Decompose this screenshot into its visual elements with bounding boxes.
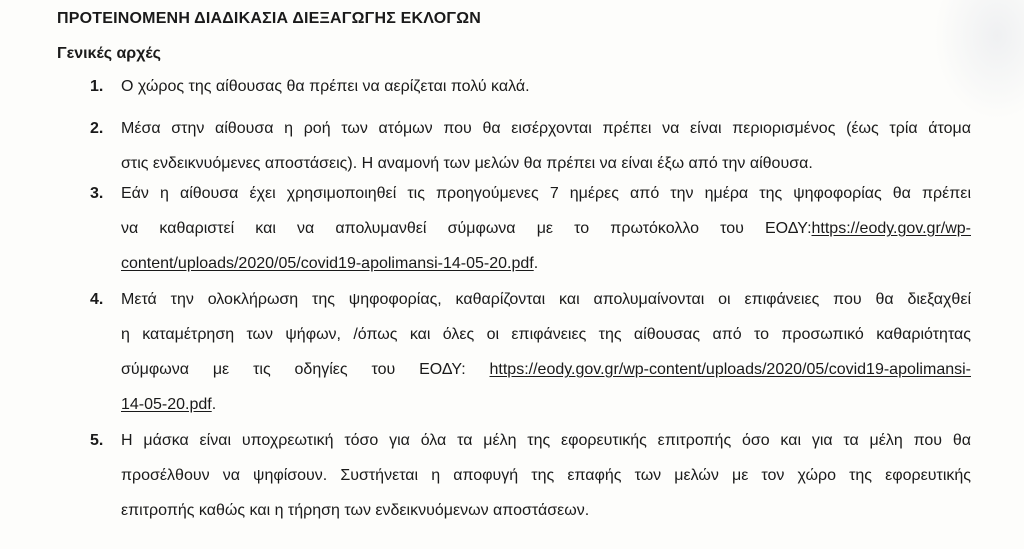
list-item-number: 1.: [90, 78, 104, 95]
list-item-line: στις ενδεικνυόμενες αποστάσεις). Η αναμονή των μελών θα πρέπει να είναι έξω από την αίθουσα.: [121, 155, 813, 172]
section-heading: Γενικές αρχές: [57, 45, 161, 62]
eody-guidelines-link[interactable]: https://eody.gov.gr/wp-content/uploads/2020/05/covid19-apolimansi-: [489, 361, 971, 378]
list-item-text: [121, 69, 971, 104]
eody-protocol-link-continued[interactable]: content/uploads/2020/05/covid19-apolimansi-14-05-20.pdf: [121, 255, 534, 272]
list-item-line: Μέσα στην αίθουσα η ροή των ατόμων που θα εισέρχονται πρέπει να είναι περιορισμένος (έως τρία άτομα: [121, 120, 971, 137]
list-item-line: επιτροπής καθώς και η τήρηση των ενδεικνυόμενων αποστάσεων.: [121, 502, 590, 519]
eody-protocol-link[interactable]: https://eody.gov.gr/wp-: [811, 220, 971, 237]
list-item-line: [121, 211, 971, 246]
document-title: ΠΡΟΤΕΙΝΟΜΕΝΗ ΔΙΑΔΙΚΑΣΙΑ ΔΙΕΞΑΓΩΓΗΣ ΕΚΛΟΓΩΝ: [57, 10, 481, 27]
line-text: .: [533, 255, 539, 272]
line-text: .: [211, 396, 217, 413]
list-item-text: [121, 282, 971, 422]
list-item-number: 5.: [90, 432, 104, 449]
list-item-line: η καταμέτρηση των ψήφων, /όπως και όλες οι επιφάνειες της αίθουσας από το προσωπικό καθαριότητας: [121, 326, 971, 343]
list-item-number: 4.: [90, 291, 104, 308]
list-item-number: 2.: [90, 120, 104, 137]
list-item-line: Ο χώρος της αίθουσας θα πρέπει να αερίζεται πολύ καλά.: [121, 78, 530, 95]
list-item-text: [121, 111, 971, 181]
list-item-text: [121, 176, 971, 281]
list-item-line: Η μάσκα είναι υποχρεωτική τόσο για όλα τα μέλη της εφορευτικής επιτροπής όσο και για τα μέλη που θα: [121, 432, 971, 449]
list-item-text: [121, 423, 971, 528]
list-item-line: Μετά την ολοκλήρωση της ψηφοφορίας, καθαρίζονται και απολυμαίνονται οι επιφάνειες που θα διεξαχθεί: [121, 291, 971, 308]
list-item-line: Εάν η αίθουσα έχει χρησιμοποιηθεί τις προηγούμενες 7 ημέρες από την ημέρα της ψηφοφορίας θα πρέπει: [121, 185, 971, 202]
list-item-line: προσέλθουν να ψηφίσουν. Συστήνεται η αποφυγή της επαφής των μελών με τον χώρο της εφορευτικής: [121, 467, 971, 484]
line-text: να καθαριστεί και να απολυμανθεί σύμφωνα με το πρωτόκολλο του ΕΟΔΥ:: [121, 220, 812, 237]
list-item-line: [121, 246, 971, 281]
eody-guidelines-link-continued[interactable]: 14-05-20.pdf: [121, 396, 212, 413]
list-item-line: [121, 387, 971, 422]
line-text: σύμφωνα με τις οδηγίες του ΕΟΔΥ:: [121, 361, 466, 378]
list-item-number: 3.: [90, 185, 104, 202]
list-item-line: [121, 352, 971, 387]
